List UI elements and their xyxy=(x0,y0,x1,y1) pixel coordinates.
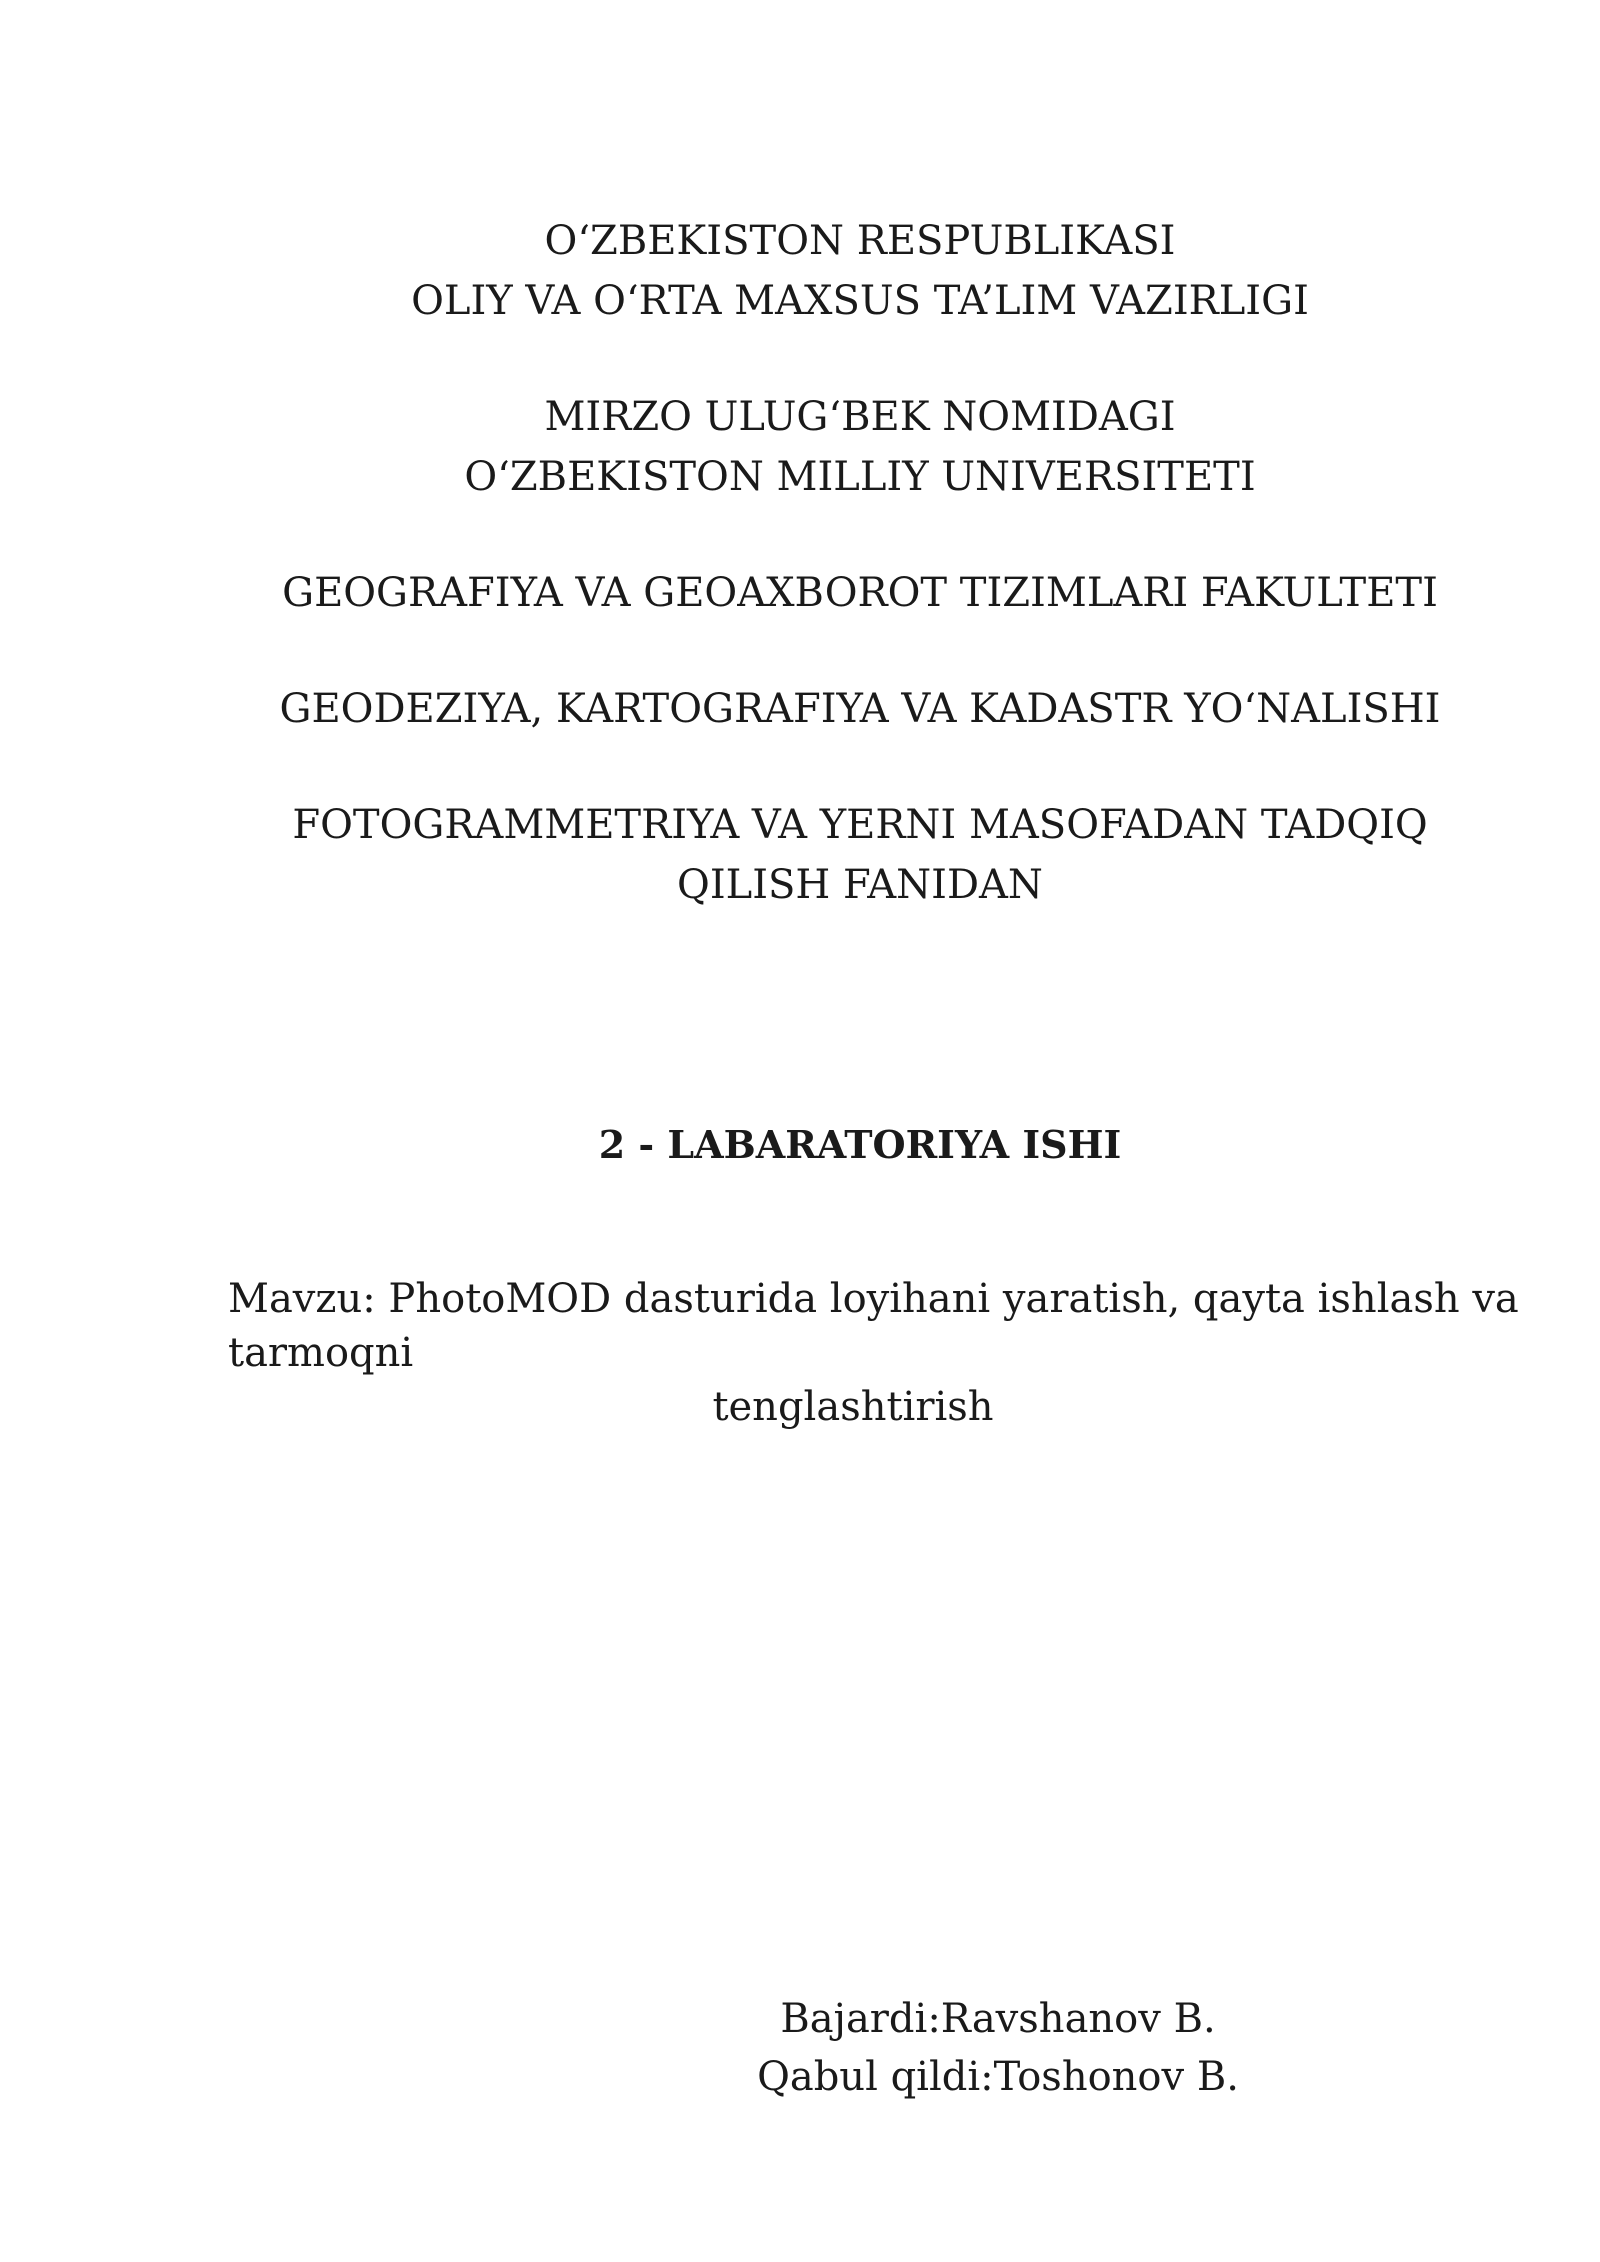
topic-line2: tarmoqni xyxy=(228,1330,414,1376)
university-heading-line2: O‘ZBEKISTON MILLIY UNIVERSITETI xyxy=(464,454,1256,500)
performed-by: Bajardi:Ravshanov B. xyxy=(780,1996,1216,2042)
direction-heading: GEODEZIYA, KARTOGRAFIYA VA KADASTR YO‘NALISHI xyxy=(279,686,1441,732)
subject-heading-line1: FOTOGRAMMETRIYA VA YERNI MASOFADAN TADQIQ xyxy=(292,802,1428,848)
work-title: 2 - LABARATORIYA ISHI xyxy=(598,1122,1122,1167)
accepted-by: Qabul qildi:Toshonov B. xyxy=(757,2054,1239,2100)
ministry-heading: OLIY VA O‘RTA MAXSUS TA’LIM VAZIRLIGI xyxy=(411,278,1309,324)
subject-heading-line2: QILISH FANIDAN xyxy=(677,862,1043,908)
republic-heading: O‘ZBEKISTON RESPUBLIKASI xyxy=(544,218,1176,264)
topic-line1: Mavzu: PhotoMOD dasturida loyihani yaratish, qayta ishlash va xyxy=(228,1276,1519,1322)
topic-line3: tenglashtirish xyxy=(712,1384,994,1430)
faculty-heading: GEOGRAFIYA VA GEOAXBOROT TIZIMLARI FAKULTETI xyxy=(282,570,1438,616)
university-heading-line1: MIRZO ULUG‘BEK NOMIDAGI xyxy=(544,394,1176,440)
